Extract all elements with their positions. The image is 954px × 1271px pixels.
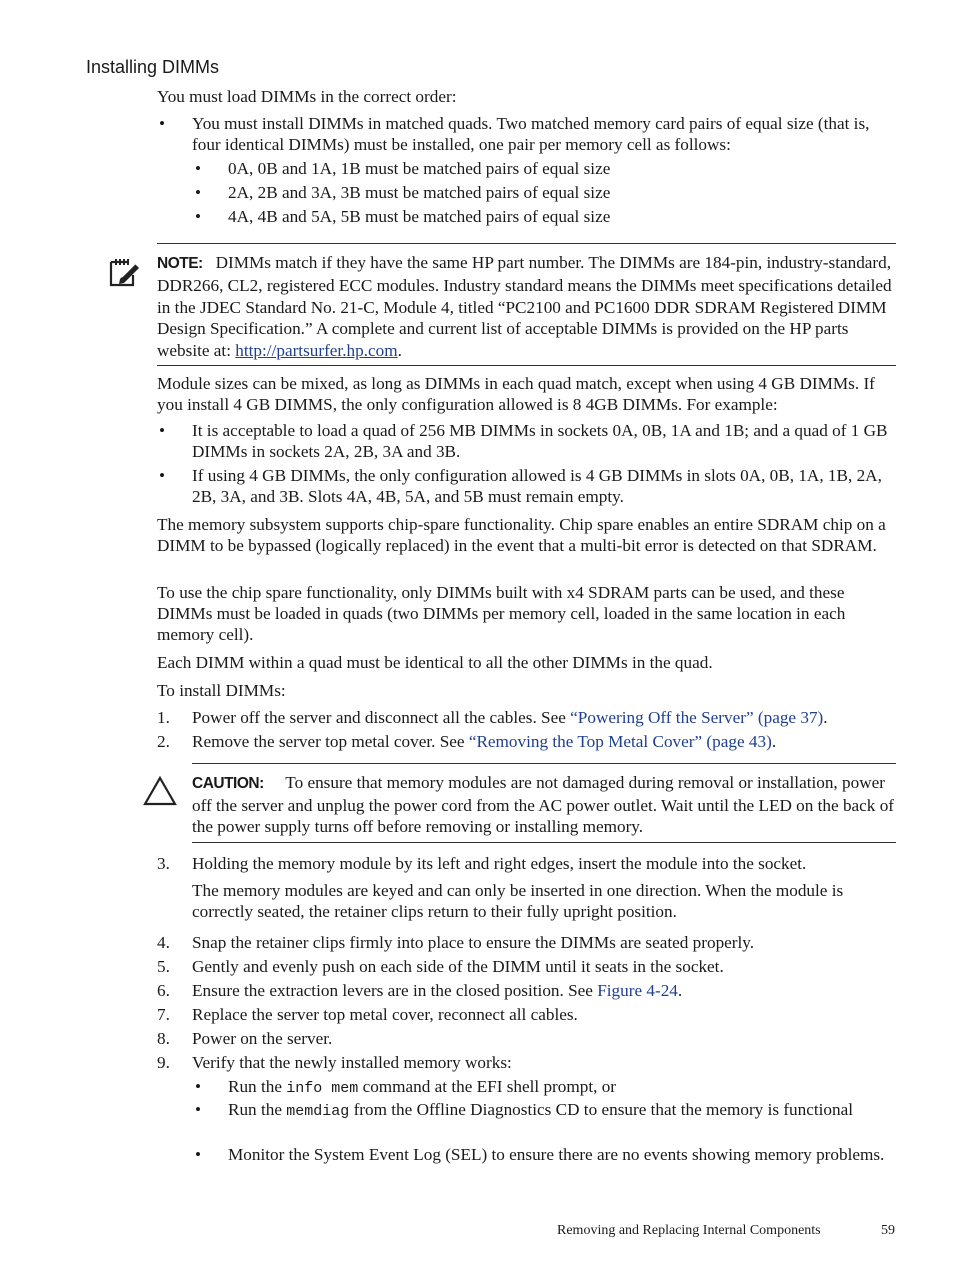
list-item: [157, 206, 897, 230]
verify-text: Run the: [228, 1077, 287, 1096]
verify-text: command at the EFI shell prompt, or: [358, 1077, 617, 1096]
example-list-2: [157, 466, 897, 507]
step-item: [157, 956, 897, 980]
bullet-mark: •: [159, 421, 166, 440]
step-item: [157, 1028, 897, 1052]
step-item: [157, 1052, 897, 1076]
note-paragraph: [157, 252, 897, 362]
powering-off-link[interactable]: “Powering Off the Server” (page 37): [570, 708, 824, 727]
steps-list-b: [157, 853, 897, 874]
top-cover-link[interactable]: “Removing the Top Metal Cover” (page 43): [468, 732, 772, 751]
note-label: NOTE:: [157, 255, 203, 272]
step-end: .: [771, 732, 777, 751]
bullet-mark: •: [195, 183, 202, 202]
step-number: 3.: [157, 854, 170, 873]
step-text: Power on the server.: [192, 1029, 333, 1048]
step-text: Ensure the extraction levers are in the closed position. See: [192, 981, 598, 1000]
step-text: Holding the memory module by its left and right edges, insert the module into the socket.: [192, 854, 807, 873]
list-item-text: You must install DIMMs in matched quads. Two matched memory card pairs of equal size (that is, four identical DIMMs) must be installed, one pair per memory cell as follows:: [192, 114, 870, 154]
module-sizes-block: [157, 373, 897, 415]
to-install-block: [157, 680, 897, 701]
identical-paragraph: Each DIMM within a quad must be identical to all the other DIMMs in the quad.: [157, 653, 713, 672]
step-number: 9.: [157, 1053, 170, 1072]
step-3-detail-block: [157, 880, 897, 922]
list-item: [157, 158, 897, 182]
verify-list: [157, 1076, 897, 1123]
chip-spare-use-block: [157, 583, 897, 645]
step-text: Snap the retainer clips firmly into place to ensure the DIMMs are seated properly.: [192, 933, 755, 952]
step-number: 6.: [157, 981, 170, 1000]
bullet-mark: •: [195, 207, 202, 226]
partsurfer-link[interactable]: http://partsurfer.hp.com: [235, 341, 398, 361]
bullet-mark: •: [195, 1077, 202, 1096]
step-number: 2.: [157, 732, 170, 751]
bullet-mark: •: [195, 1100, 202, 1119]
step-item: [157, 853, 897, 874]
step-number: 5.: [157, 957, 170, 976]
verify-text: Run the: [228, 1100, 287, 1119]
verify-text: Monitor the System Event Log (SEL) to ensure there are no events showing memory problems.: [228, 1145, 885, 1164]
caution-bottom-rule: [192, 842, 896, 843]
chip-spare-use-paragraph: To use the chip spare functionality, only DIMMs built with x4 SDRAM parts can be used, and these DIMMs must be loaded in quads (two DIMMs per memory cell, loaded in the same location in each memory cell).: [157, 583, 846, 644]
bullet-mark: •: [195, 1145, 202, 1164]
step-number: 1.: [157, 708, 170, 727]
pair-text: 0A, 0B and 1A, 1B must be matched pairs of equal size: [228, 159, 611, 178]
step-item: [157, 1004, 897, 1028]
note-block: [157, 252, 897, 362]
caution-block: [192, 772, 897, 838]
caution-paragraph: [192, 772, 897, 838]
footer-chapter: Removing and Replacing Internal Components: [557, 1223, 821, 1238]
intro-paragraph: You must load DIMMs in the correct order:: [157, 87, 457, 106]
caution-text: To ensure that memory modules are not damaged during removal or installation, power off the server and unplug the power cord from the AC power outlet. Wait until the LED on the back of the power supply turns off before removing or installing memory.: [192, 773, 895, 836]
list-item: [157, 421, 897, 462]
caution-label: CAUTION:: [192, 775, 264, 792]
step-text: Power off the server and disconnect all the cables. See: [192, 708, 571, 727]
list-item-text: If using 4 GB DIMMs, the only configuration allowed is 4 GB DIMMs in slots 0A, 0B, 1A, 1B, 2A, 2B, 3A, and 3B. Slots 4A, 4B, 5A, and 5B must remain empty.: [192, 466, 882, 506]
note-text: DIMMs match if they have the same HP part number. The DIMMs are 184-pin, industry-standard, DDR266, CL2, registered ECC modules. Industry standard means the DIMMs meet specifications detailed in the JDEC Standard No. 21-C, Module 4, titled “PC2100 and PC1600 DDR SDRAM Registered DIMM Design Specification.” A complete and current list of acceptable DIMMs is provided on the HP parts website at:: [157, 253, 892, 361]
pair-text: 4A, 4B and 5A, 5B must be matched pairs of equal size: [228, 207, 611, 226]
verify-list-2: [157, 1145, 897, 1166]
page-number: 59: [881, 1223, 895, 1238]
steps-list-c: [157, 932, 897, 1076]
step-text: Remove the server top metal cover. See: [192, 732, 469, 751]
list-item: [157, 466, 897, 507]
note-pencil-icon: [106, 255, 142, 289]
caution-triangle-icon: [142, 775, 178, 807]
list-item: [157, 182, 897, 206]
step-item: [157, 707, 897, 731]
step-3-detail: The memory modules are keyed and can only be inserted in one direction. When the module is correctly seated, the retainer clips return to their fully upright position.: [192, 881, 844, 921]
to-install-paragraph: To install DIMMs:: [157, 681, 286, 700]
intro-block: [157, 86, 897, 107]
step-item: [157, 980, 897, 1004]
step-end: .: [823, 708, 828, 727]
pair-list: [157, 158, 897, 230]
note-end: .: [397, 341, 402, 361]
pair-text: 2A, 2B and 3A, 3B must be matched pairs of equal size: [228, 183, 611, 202]
chip-spare-paragraph: The memory subsystem supports chip-spare functionality. Chip spare enables an entire SDRAM chip on a DIMM to be bypassed (logically replaced) in the event that a multi-bit error is detected on that SDRAM.: [157, 515, 886, 555]
chip-spare-block: [157, 515, 897, 556]
section-title: Installing DIMMs: [86, 57, 220, 77]
list-item: [157, 1100, 897, 1123]
figure-4-24-link[interactable]: Figure 4-24: [597, 981, 678, 1000]
step-text: Verify that the newly installed memory works:: [192, 1053, 512, 1072]
step-text: Gently and evenly push on each side of the DIMM until it seats in the socket.: [192, 957, 724, 976]
note-bottom-rule: [157, 365, 896, 366]
step-end: .: [677, 981, 683, 1000]
list-item: [157, 113, 897, 155]
caution-top-rule: [192, 763, 896, 764]
step-number: 7.: [157, 1005, 170, 1024]
step-item: [157, 932, 897, 956]
list-item: [157, 1076, 897, 1100]
bullet-mark: •: [159, 114, 166, 133]
identical-block: [157, 652, 897, 673]
info-mem-command: info mem: [286, 1080, 359, 1097]
example-list: [157, 421, 897, 462]
list-item-text: It is acceptable to load a quad of 256 MB DIMMs in sockets 0A, 0B, 1A and 1B; and a quad of 1 GB DIMMs in sockets 2A, 2B, 3A and 3B.: [192, 421, 888, 461]
verify-text: from the Offline Diagnostics CD to ensure that the memory is functional: [349, 1100, 854, 1119]
module-sizes-paragraph: Module sizes can be mixed, as long as DIMMs in each quad match, except when using 4 GB DIMMs. If you install 4 GB DIMMS, the only configuration allowed is 8 4GB DIMMs. For example:: [157, 374, 875, 414]
step-item: [157, 731, 897, 755]
step-text: Replace the server top metal cover, reconnect all cables.: [192, 1005, 578, 1024]
list-item: [157, 1145, 897, 1166]
memdiag-command: memdiag: [286, 1103, 350, 1120]
bullet-mark: •: [195, 159, 202, 178]
note-top-rule: [157, 243, 896, 244]
steps-list-a: [157, 707, 897, 755]
bullet-mark: •: [159, 466, 166, 485]
step-number: 4.: [157, 933, 170, 952]
quad-rule-list: [157, 113, 897, 155]
step-number: 8.: [157, 1029, 170, 1048]
